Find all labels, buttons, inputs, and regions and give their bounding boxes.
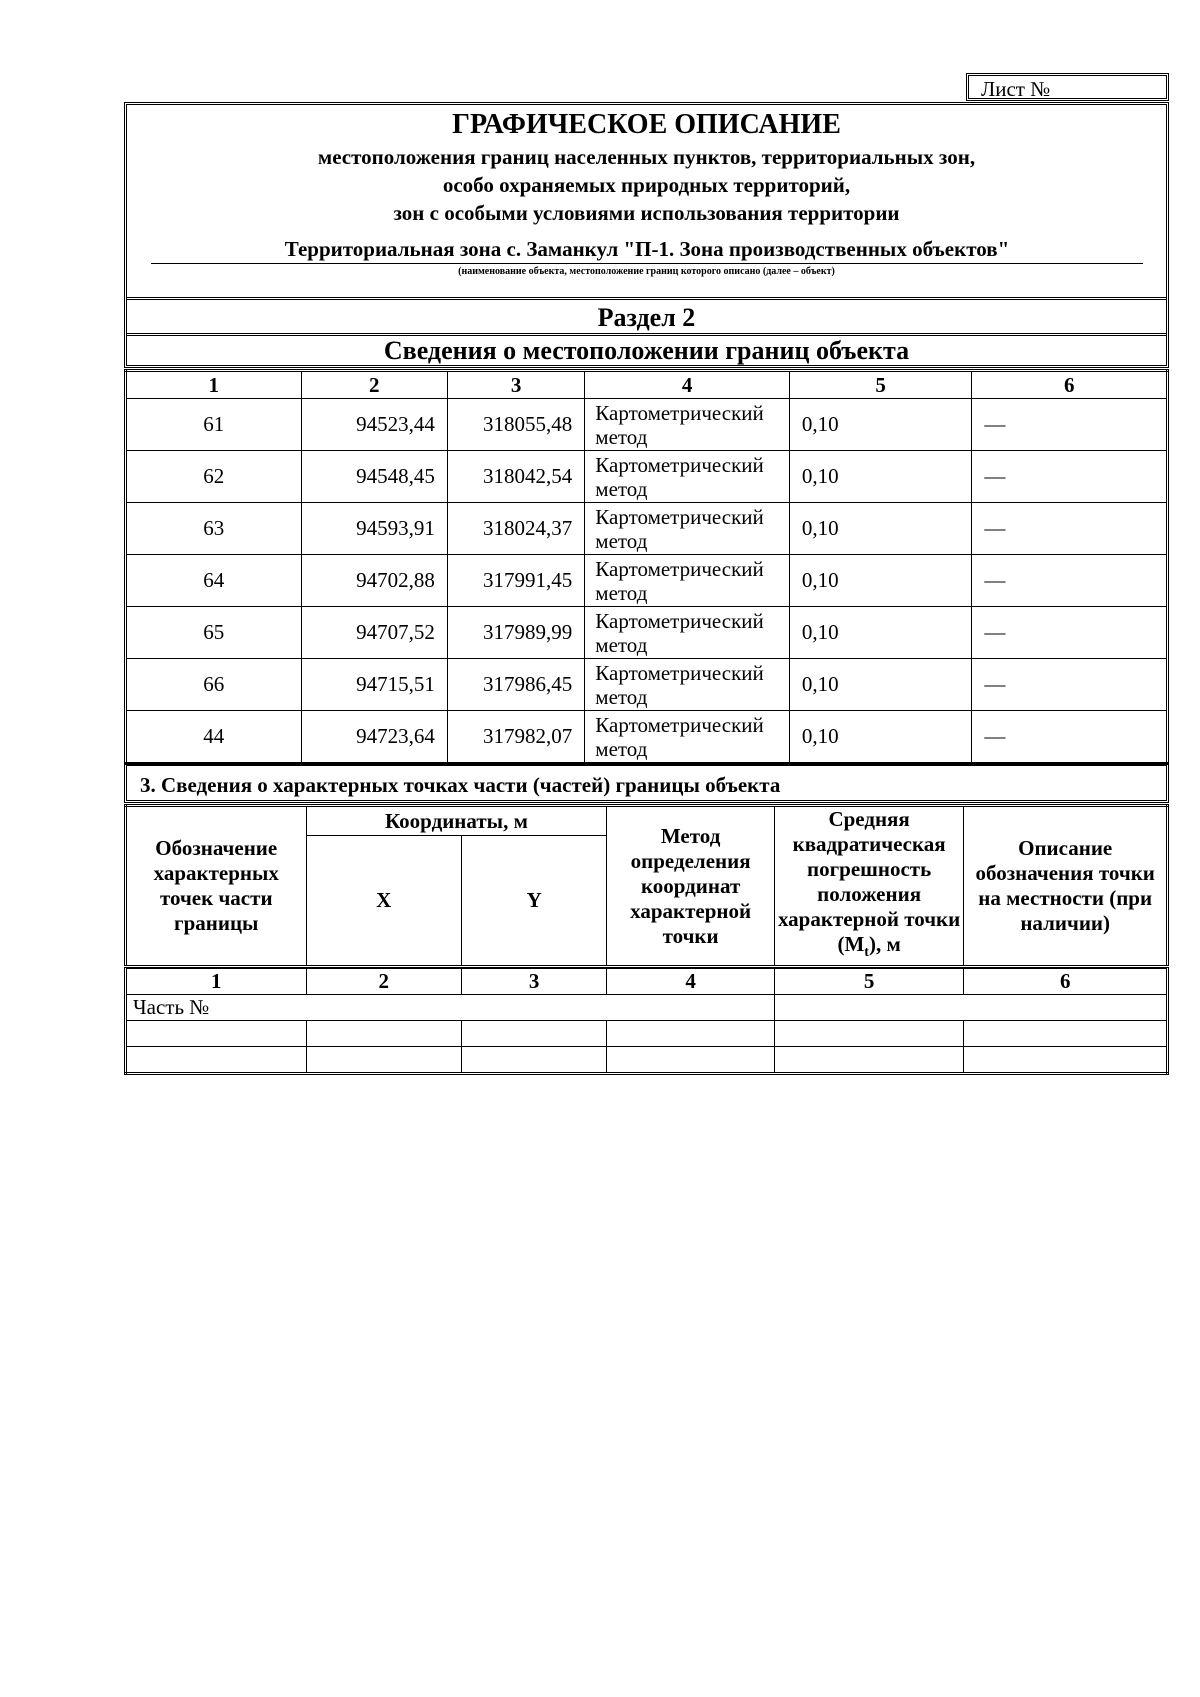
empty-cell	[607, 1047, 774, 1074]
header-row	[126, 806, 1168, 836]
table-row	[126, 399, 1168, 451]
part-label-row	[126, 995, 1168, 1021]
table-row	[126, 503, 1168, 555]
table-row	[126, 607, 1168, 659]
column-number: 2	[301, 371, 447, 399]
empty-cell	[774, 995, 1167, 1021]
document-header	[124, 102, 1169, 368]
accuracy-header	[774, 806, 964, 967]
x-coordinate-cell: 94723,64	[301, 711, 447, 764]
designation-header: Обозначение характерных точек части границы	[126, 806, 307, 967]
column-number: 3	[447, 371, 584, 399]
column-number: 1	[126, 969, 307, 995]
point-id-cell: 65	[126, 607, 302, 659]
x-coordinate-cell: 94715,51	[301, 659, 447, 711]
description-cell: —	[972, 555, 1168, 607]
x-coordinate-cell: 94523,44	[301, 399, 447, 451]
point-id-cell: 62	[126, 451, 302, 503]
accuracy-header-subscript: t	[864, 945, 869, 961]
document-title: ГРАФИЧЕСКОЕ ОПИСАНИЕ	[452, 109, 841, 140]
empty-cell	[126, 1021, 307, 1047]
empty-cell	[306, 1021, 461, 1047]
empty-cell	[461, 1021, 606, 1047]
accuracy-cell: 0,10	[789, 399, 972, 451]
accuracy-cell: 0,10	[789, 711, 972, 764]
accuracy-cell: 0,10	[789, 451, 972, 503]
point-id-cell: 66	[126, 659, 302, 711]
description-cell: —	[972, 659, 1168, 711]
empty-cell	[461, 1047, 606, 1074]
method-header: Метод определения координат характерной точки	[607, 806, 774, 967]
boundary-points-table	[124, 369, 1169, 765]
accuracy-cell: 0,10	[789, 555, 972, 607]
part-points-table	[124, 804, 1169, 1075]
method-cell: Картометрический метод	[585, 451, 790, 503]
description-cell: —	[972, 503, 1168, 555]
empty-cell	[964, 1047, 1168, 1074]
description-header: Описание обозначения точки на местности (при наличии)	[964, 806, 1168, 967]
method-cell: Картометрический метод	[585, 399, 790, 451]
y-coordinate-cell: 317982,07	[447, 711, 584, 764]
empty-cell	[774, 1021, 964, 1047]
method-cell: Картометрический метод	[585, 711, 790, 764]
accuracy-cell: 0,10	[789, 659, 972, 711]
accuracy-cell: 0,10	[789, 503, 972, 555]
method-cell: Картометрический метод	[585, 555, 790, 607]
column-number-row	[126, 371, 1168, 399]
sheet-number-label: Лист №	[981, 77, 1051, 101]
description-cell: —	[972, 399, 1168, 451]
column-number: 4	[585, 371, 790, 399]
accuracy-cell: 0,10	[789, 607, 972, 659]
y-coordinate-cell: 317991,45	[447, 555, 584, 607]
table-row	[126, 659, 1168, 711]
x-header: X	[306, 836, 461, 967]
column-number: 4	[607, 969, 774, 995]
x-coordinate-cell: 94593,91	[301, 503, 447, 555]
column-number-row	[126, 969, 1168, 995]
x-coordinate-cell: 94707,52	[301, 607, 447, 659]
description-cell: —	[972, 607, 1168, 659]
point-id-cell: 63	[126, 503, 302, 555]
x-coordinate-cell: 94548,45	[301, 451, 447, 503]
column-number: 6	[964, 969, 1168, 995]
table-row	[126, 711, 1168, 764]
column-number: 1	[126, 371, 302, 399]
description-cell: —	[972, 451, 1168, 503]
object-name: Территориальная зона с. Заманкул "П-1. Зона производственных объектов"	[151, 237, 1143, 264]
column-number: 3	[461, 969, 606, 995]
table-row	[126, 451, 1168, 503]
accuracy-header-end: ), м	[868, 932, 901, 956]
section-3-title: 3. Сведения о характерных точках части (частей) границы объекта	[140, 773, 781, 797]
table-row	[126, 1047, 1168, 1074]
section-caption: Сведения о местоположении границ объекта	[383, 336, 910, 365]
section-3-title-box	[124, 763, 1169, 803]
empty-cell	[607, 1021, 774, 1047]
method-cell: Картометрический метод	[585, 607, 790, 659]
method-cell: Картометрический метод	[585, 503, 790, 555]
subtitle-line-3: зон с особыми условиями использования территории	[393, 201, 900, 225]
column-number: 5	[774, 969, 964, 995]
table-row	[126, 1021, 1168, 1047]
column-number: 6	[972, 371, 1168, 399]
point-id-cell: 61	[126, 399, 302, 451]
y-header: Y	[461, 836, 606, 967]
method-cell: Картометрический метод	[585, 659, 790, 711]
part-label: Часть №	[126, 995, 775, 1021]
subtitle-line-2: особо охраняемых природных территорий,	[442, 173, 851, 197]
empty-cell	[774, 1047, 964, 1074]
accuracy-header-text: Средняя квадратическая погрешность положения характерной точки (M	[777, 807, 961, 956]
y-coordinate-cell: 318024,37	[447, 503, 584, 555]
empty-cell	[126, 1047, 307, 1074]
table-row	[126, 555, 1168, 607]
section-title: Раздел 2	[597, 303, 696, 332]
description-cell: —	[972, 711, 1168, 764]
point-id-cell: 64	[126, 555, 302, 607]
column-number: 2	[306, 969, 461, 995]
y-coordinate-cell: 318042,54	[447, 451, 584, 503]
y-coordinate-cell: 318055,48	[447, 399, 584, 451]
empty-cell	[306, 1047, 461, 1074]
subtitle-line-1: местоположения границ населенных пунктов, территориальных зон,	[317, 145, 976, 169]
coordinates-header: Координаты, м	[306, 806, 607, 836]
y-coordinate-cell: 317986,45	[447, 659, 584, 711]
x-coordinate-cell: 94702,88	[301, 555, 447, 607]
empty-cell	[964, 1021, 1168, 1047]
sheet-number-box	[966, 73, 1169, 101]
object-name-note: (наименование объекта, местоположение границ которого описано (далее – объект)	[458, 266, 835, 277]
point-id-cell: 44	[126, 711, 302, 764]
header-divider	[127, 297, 1166, 300]
y-coordinate-cell: 317989,99	[447, 607, 584, 659]
column-number: 5	[789, 371, 972, 399]
